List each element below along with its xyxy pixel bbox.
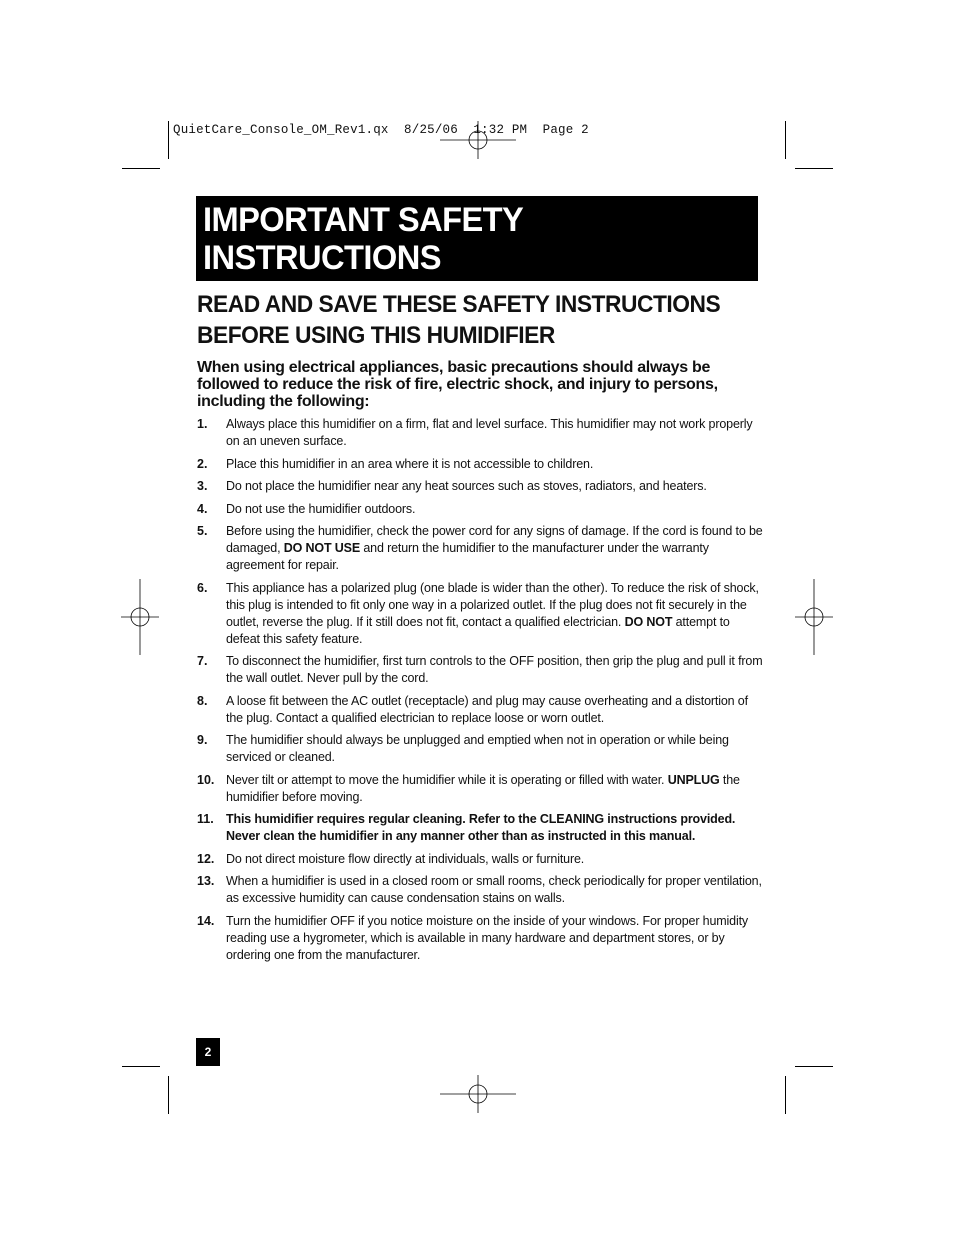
crop-mark-top-left-horizontal xyxy=(122,168,160,169)
body-text: To disconnect the humidifier, first turn controls to the OFF position, then grip the plug and pull it from the wall outlet. Never pull by the cord. xyxy=(226,654,763,685)
registration-mark-right-icon xyxy=(795,579,833,655)
list-item-text xyxy=(226,478,763,495)
page-number: 2 xyxy=(196,1038,220,1066)
list-item-text xyxy=(226,732,763,766)
list-item-text xyxy=(226,523,763,574)
list-item xyxy=(197,478,763,495)
body-text: The humidifier should always be unplugged and emptied when not in operation or while being serviced or cleaned. xyxy=(226,733,729,764)
registration-mark-top-icon xyxy=(440,121,516,159)
list-item xyxy=(197,501,763,518)
crop-mark-bottom-left-vertical xyxy=(168,1076,169,1114)
title-line-1: IMPORTANT SAFETY xyxy=(203,201,524,239)
crop-mark-bottom-left-horizontal xyxy=(122,1066,160,1067)
list-item-number: 8. xyxy=(197,693,208,708)
registration-mark-left-icon xyxy=(121,579,159,655)
list-item xyxy=(197,456,763,473)
body-text: Always place this humidifier on a firm, flat and level surface. This humidifier may not work properly on an uneven surface. xyxy=(226,417,753,448)
list-item-text xyxy=(226,580,763,648)
list-item-text xyxy=(226,772,763,806)
registration-mark-bottom-icon xyxy=(440,1075,516,1113)
list-item xyxy=(197,732,763,766)
crop-mark-bottom-right-vertical xyxy=(785,1076,786,1114)
list-item-text xyxy=(226,811,763,845)
list-item-number: 12. xyxy=(197,851,215,866)
list-item-number: 10. xyxy=(197,772,215,787)
list-item-text xyxy=(226,653,763,687)
list-item-text xyxy=(226,873,763,907)
body-text: Do not direct moisture flow directly at individuals, walls or furniture. xyxy=(226,851,585,866)
subheading-line-1: READ AND SAVE THESE SAFETY INSTRUCTIONS xyxy=(197,291,721,318)
list-item-text xyxy=(226,456,763,473)
list-item xyxy=(197,693,763,727)
list-item xyxy=(197,873,763,907)
list-item-text xyxy=(226,851,763,868)
intro-paragraph: When using electrical appliances, basic precautions should always be followed to reduce the risk of fire, electric shock, and injury to persons, including the following: xyxy=(197,359,718,410)
list-item-text xyxy=(226,693,763,727)
list-item-number: 5. xyxy=(197,524,208,538)
list-item xyxy=(197,811,763,845)
crop-mark-bottom-right-horizontal xyxy=(795,1066,833,1067)
list-item xyxy=(197,772,763,806)
list-item xyxy=(197,523,763,574)
list-item-number: 6. xyxy=(197,580,208,595)
list-item-number: 3. xyxy=(197,479,208,493)
emphasis-text: DO NOT xyxy=(624,614,673,629)
body-text: Do not use the humidifier outdoors. xyxy=(226,501,416,516)
body-text: Before using the humidifier, check the power cord for any signs of damage. If the cord is found to be damaged, xyxy=(226,524,763,555)
body-text: and return the humidifier to the manufacturer under the warranty agreement for repair. xyxy=(226,541,709,572)
subheading-line-2: BEFORE USING THIS HUMIDIFIER xyxy=(197,322,555,349)
printer-slug: QuietCare_Console_OM_Rev1.qx 8/25/06 1:32 PM Page 2 xyxy=(173,123,589,137)
body-text: Turn the humidifier OFF if you notice moisture on the inside of your windows. For proper humidity reading use a hygrometer, which is available in many hardware and department stores, or by ordering one from the manufacturer. xyxy=(226,913,749,962)
list-item-text xyxy=(226,416,763,450)
body-text: This appliance has a polarized plug (one blade is wider than the other). To reduce the risk of shock, this plug is intended to fit only one way in a polarized outlet. If the plug does not fit securely in the outlet, reverse the plug. If it still does not fit, contact a qualified electrician. xyxy=(226,580,759,629)
body-text: A loose fit between the AC outlet (receptacle) and plug may cause overheating and a distortion of the plug. Contact a qualified electrician to replace loose or worn outlet. xyxy=(226,693,748,725)
body-text: Do not place the humidifier near any heat sources such as stoves, radiators, and heaters. xyxy=(226,479,707,493)
body-text: Never tilt or attempt to move the humidifier while it is operating or filled with water. xyxy=(226,772,668,787)
list-item-text xyxy=(226,913,763,964)
list-item-number: 14. xyxy=(197,913,215,928)
title-banner xyxy=(196,196,758,281)
body-text: When a humidifier is used in a closed room or small rooms, check periodically for proper ventilation, as excessive humidity can cause condensation stains on walls. xyxy=(226,874,762,905)
title-line-2: INSTRUCTIONS xyxy=(203,239,441,277)
list-item xyxy=(197,416,763,450)
instruction-list xyxy=(197,416,763,969)
list-item xyxy=(197,653,763,687)
crop-mark-top-right-vertical xyxy=(785,121,786,159)
list-item-number: 7. xyxy=(197,654,208,668)
crop-mark-top-right-horizontal xyxy=(795,168,833,169)
emphasis-text: DO NOT USE xyxy=(283,541,361,555)
list-item-number: 9. xyxy=(197,733,208,747)
body-text: attempt to defeat this safety feature. xyxy=(226,614,730,646)
list-item-number: 1. xyxy=(197,417,208,431)
body-text: the humidifier before moving. xyxy=(226,772,740,804)
list-item-number: 4. xyxy=(197,501,208,516)
list-item-text xyxy=(226,501,763,518)
list-item xyxy=(197,913,763,964)
emphasis-text: This humidifier requires regular cleaning. Refer to the CLEANING instructions provided. Never clean the humidifier in any manner other than as instructed in this manual. xyxy=(226,812,736,843)
list-item xyxy=(197,580,763,648)
emphasis-text: UNPLUG xyxy=(667,772,720,787)
subheading xyxy=(197,289,727,351)
crop-mark-top-left-vertical xyxy=(168,121,169,159)
list-item-number: 11. xyxy=(197,812,214,826)
list-item xyxy=(197,851,763,868)
list-item-number: 2. xyxy=(197,456,208,471)
list-item-number: 13. xyxy=(197,874,215,888)
body-text: Place this humidifier in an area where it is not accessible to children. xyxy=(226,456,594,471)
